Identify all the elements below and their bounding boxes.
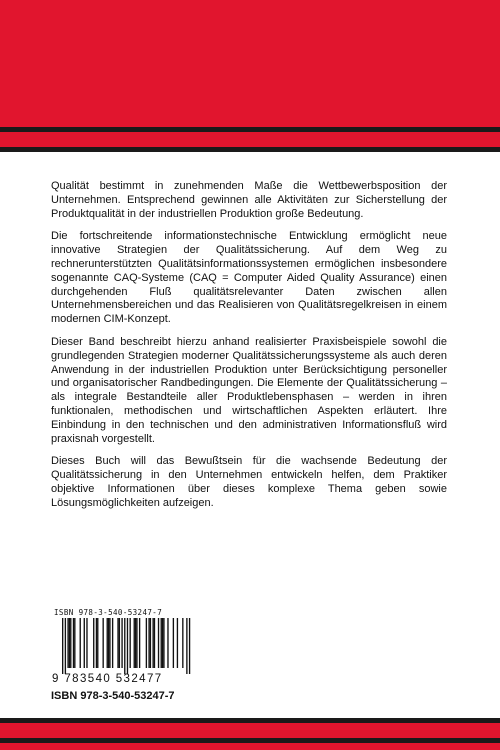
barcode-bar [146,618,147,668]
barcode-bar [103,618,104,668]
barcode-bar [162,618,163,668]
paragraph-4: Dieses Buch will das Bewußtsein für die wachsende Bedeutung der Qualitätssicherung in den Unternehmen entwickeln helfen, dem Praktiker objektive Informationen über dieses komplexe Thema geben sowie Lösungsmöglichkeiten aufzeigen. [51,455,447,509]
barcode-bar [96,618,97,668]
barcode-bar [154,618,155,668]
barcode-bar [189,618,190,674]
barcode-bar [119,618,120,668]
barcode-bar [97,618,98,668]
barcode-bar [152,618,153,668]
barcode-bar [167,618,168,668]
barcode-bar [86,618,87,668]
barcode-bar [109,618,110,668]
barcode-bar [62,618,63,674]
barcode-bar [150,618,151,668]
barcode-bar [182,618,183,668]
barcode-bar [177,618,178,668]
barcode-bar [186,618,187,674]
barcode-bar [135,618,136,668]
barcode-bar [163,618,164,668]
bottom-rule-lower [0,738,500,743]
barcode-bar [139,618,140,668]
barcode-bar [112,618,113,668]
barcode-bar [117,618,118,668]
barcode-bar [121,618,122,668]
isbn-label: ISBN 978-3-540-53247-7 [51,690,175,702]
barcode-bars [52,618,198,674]
barcode-bar [158,618,159,668]
barcode-bar [93,618,94,668]
barcode-bar [74,618,75,668]
paragraph-2: Die fortschreitende informationstechnische Entwicklung ermöglicht neue innovative Strategien der Qualitätssicherung. Auf dem Weg zu rechnerunterstützten Qualitätsinformationssystemen ermöglichen insbesondere sogenannte CAQ-Systeme (CAQ = Computer Aided Quality Assurance) einen durchgehenden Fluß qualitätsrelevanter Daten zwischen allen Unternehmensbereichen und das Realisieren von Qualitätsregelkreisen in einem modernen CIM-Konzept. [51,230,447,326]
paragraph-3: Dieser Band beschreibt hierzu anhand realisierter Praxisbeispiele sowohl die grundlegenden Strategien moderner Qualitätssicherungssysteme als auch deren Anwendung in der industriellen Produktion unter Berücksichtigung personeller und organisatorischer Randbedingungen. Die Elemente der Qualitätssicherung – als integrale Bestandteile aller Produktlebensphasen – werden in ihren funktionalen, methodischen und wirtschaftlichen Aspekten erläutert. Ihre Einbindung in den technischen und den administrativen Informationsfluß wird praxisnah vorgestellt. [51,335,447,445]
barcode-bar [108,618,109,668]
barcode-bar [148,618,149,668]
barcode-bar [65,618,66,674]
barcode-bar [173,618,174,668]
barcode-bar [134,618,135,668]
top-rule-lower [0,147,500,152]
barcode-bar [127,618,128,674]
barcode-bar [67,618,68,668]
top-rule-upper [0,127,500,132]
barcode-bar [107,618,108,668]
barcode-bar [69,618,70,668]
barcode-bar [161,618,162,668]
barcode-digits: 9 783540 532477 [52,673,163,685]
paragraph-1: Qualität bestimmt in zunehmenden Maße die Wettbewerbsposition der Unternehmen. Entsprechend gewinnen alle Aktivitäten zur Sicherstellung der Produktqualität in der industriellen Produktion große Bedeutung. [51,180,447,220]
barcode-bar [84,618,85,668]
barcode-bar [73,618,74,668]
barcode-bar [130,618,131,668]
barcode-bar [136,618,137,668]
barcode-bar [80,618,81,668]
blurb-text [51,180,447,520]
barcode-bar [70,618,71,668]
barcode [52,608,202,686]
barcode-isbn-caption: ISBN 978-3-540-53247-7 [54,608,163,617]
barcode-bar [124,618,125,674]
bottom-rule-upper [0,718,500,723]
